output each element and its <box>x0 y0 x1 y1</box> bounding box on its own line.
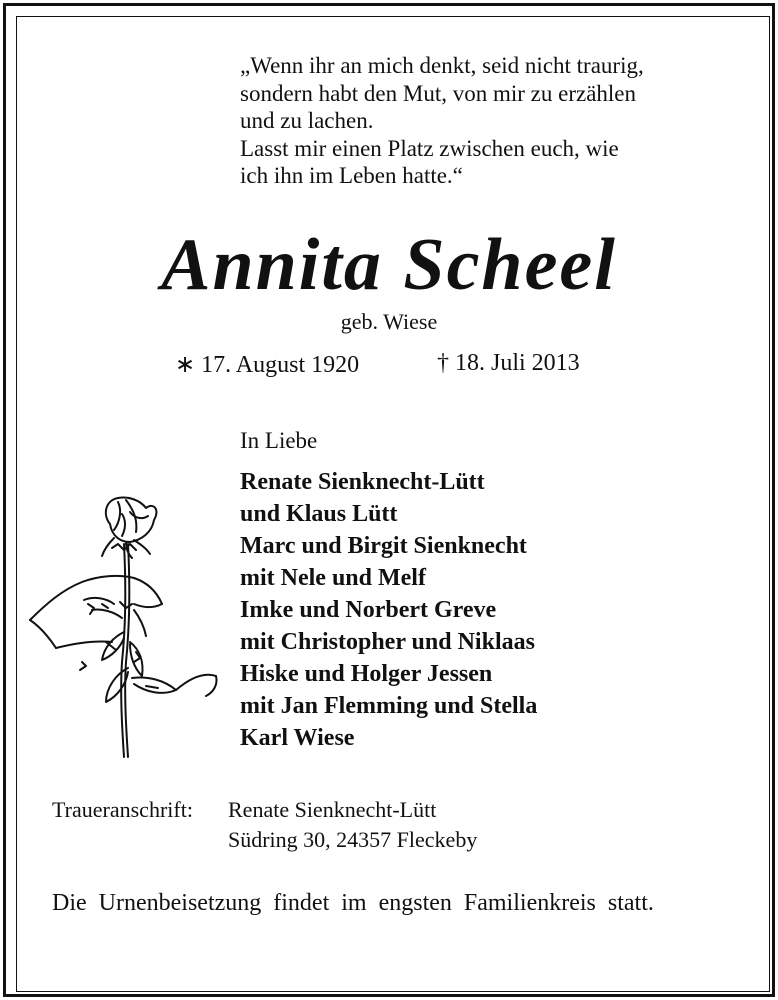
quote-line: sondern habt den Mut, von mir zu erzählen <box>240 80 636 106</box>
address-name: Renate Sienknecht-Lütt <box>228 797 437 822</box>
deceased-name: Annita Scheel <box>161 224 617 306</box>
mourner-line: Marc und Birgit Sienknecht <box>240 533 527 559</box>
quote-line: Lasst mir einen Platz zwischen euch, wie <box>240 135 619 161</box>
mourner-line: mit Christopher und Niklaas <box>240 629 535 655</box>
memorial-quote <box>240 52 740 190</box>
address-row <box>52 795 477 825</box>
quote-line: ich ihn im Leben hatte.“ <box>240 163 463 188</box>
quote-line: und zu lachen. <box>240 108 374 133</box>
rose-in-hand-icon <box>22 492 227 762</box>
quote-line: „Wenn ihr an mich denkt, seid nicht traurig, <box>240 53 644 78</box>
mourner-line: Hiske und Holger Jessen <box>240 661 493 687</box>
mourner-line: Imke und Norbert Greve <box>240 597 497 623</box>
mourner-line: Karl Wiese <box>240 725 355 751</box>
address-row <box>52 825 477 855</box>
address-street-city: Südring 30, 24357 Fleckeby <box>228 827 478 852</box>
mourning-address <box>52 795 477 855</box>
birth-date: ∗ 17. August 1920 <box>175 352 360 378</box>
birth-name: geb. Wiese <box>340 309 438 334</box>
mourners-intro: In Liebe <box>240 428 318 453</box>
death-date: † 18. Juli 2013 <box>437 350 580 376</box>
mourner-line: mit Nele und Melf <box>240 565 426 591</box>
mourners-list <box>240 466 537 754</box>
burial-note: Die Urnenbeisetzung findet im engsten Familienkreis statt. <box>52 890 654 916</box>
address-label: Traueranschrift: <box>52 797 193 822</box>
mourner-line: und Klaus Lütt <box>240 501 398 527</box>
mourner-line: Renate Sienknecht-Lütt <box>240 469 485 495</box>
mourner-line: mit Jan Flemming und Stella <box>240 693 538 719</box>
